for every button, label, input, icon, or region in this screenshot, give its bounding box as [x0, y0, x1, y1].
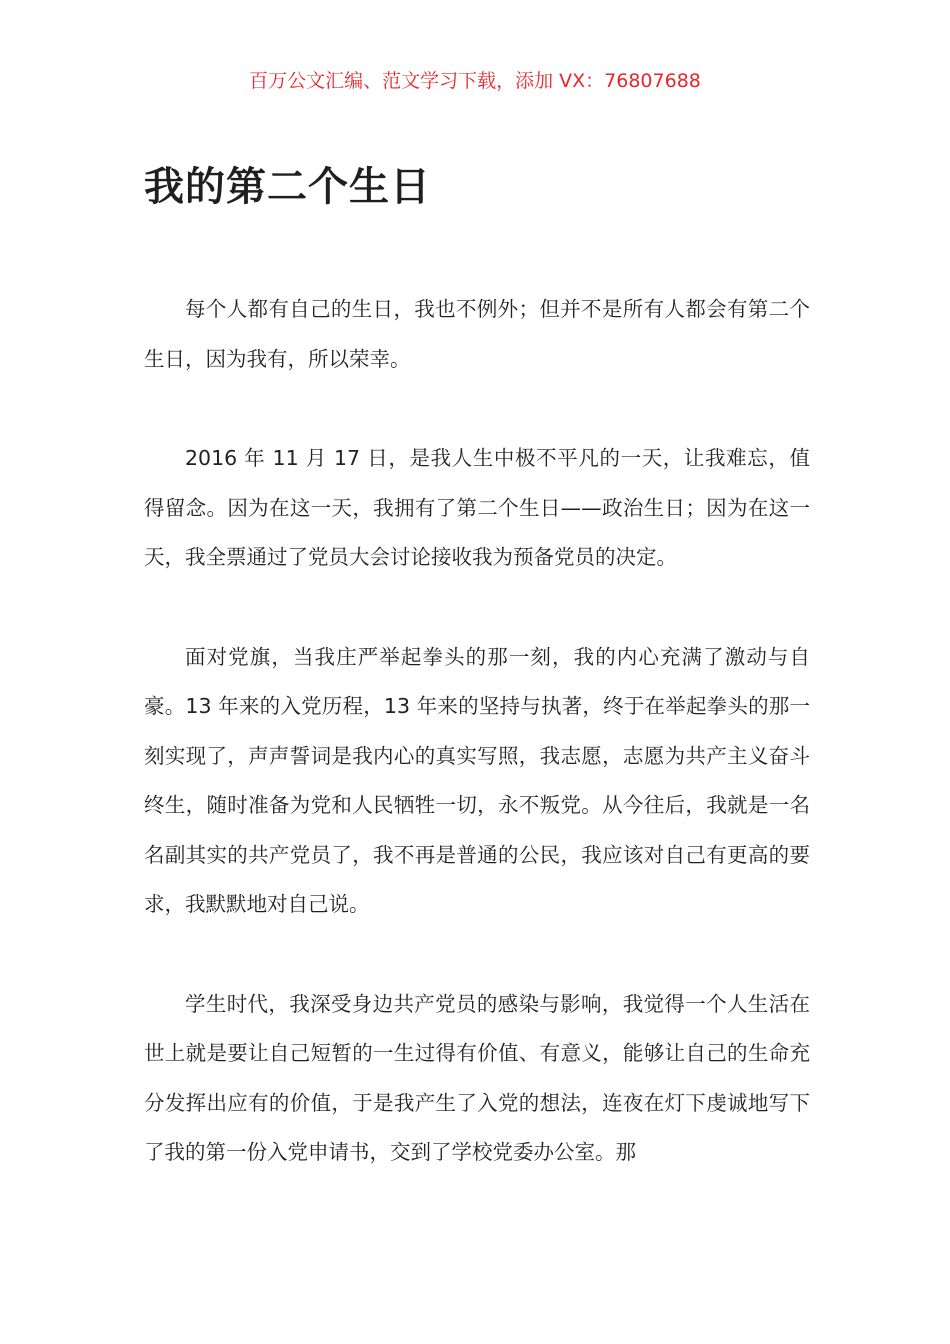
page-title: 我的第二个生日: [144, 163, 431, 210]
header-watermark-note: 百万公文汇编、范文学习下载，添加 VX：76807688: [249, 70, 701, 92]
paragraph-1: 每个人都有自己的生日，我也不例外；但并不是所有人都会有第二个生日，因为我有，所以荣幸。: [144, 297, 810, 371]
document-body: [144, 285, 810, 1228]
paragraph-4: 学生时代，我深受身边共产党员的感染与影响，我觉得一个人生活在世上就是要让自己短暂的一生过得有价值、有意义，能够让自己的生命充分发挥出应有的价值，于是我产生了入党的想法，连夜在灯下虔诚地写下了我的第一份入党申请书，交到了学校党委办公室。那: [144, 991, 810, 1164]
paragraph-3: 面对党旗，当我庄严举起拳头的那一刻，我的内心充满了激动与自豪。13 年来的入党历程，13 年来的坚持与执著，终于在举起拳头的那一刻实现了，声声誓词是我内心的真实写照，我志愿，志愿为共产主义奋斗终生，随时准备为党和人民牺牲一切，永不叛党。从今往后，我就是一名名副其实的共产党员了，我不再是普通的公民，我应该对自己有更高的要求，我默默地对自己说。: [144, 644, 810, 916]
paragraph-2: 2016 年 11 月 17 日，是我人生中极不平凡的一天，让我难忘，值得留念。因为在这一天，我拥有了第二个生日——政治生日；因为在这一天，我全票通过了党员大会讨论接收我为预备党员的决定。: [144, 446, 810, 569]
